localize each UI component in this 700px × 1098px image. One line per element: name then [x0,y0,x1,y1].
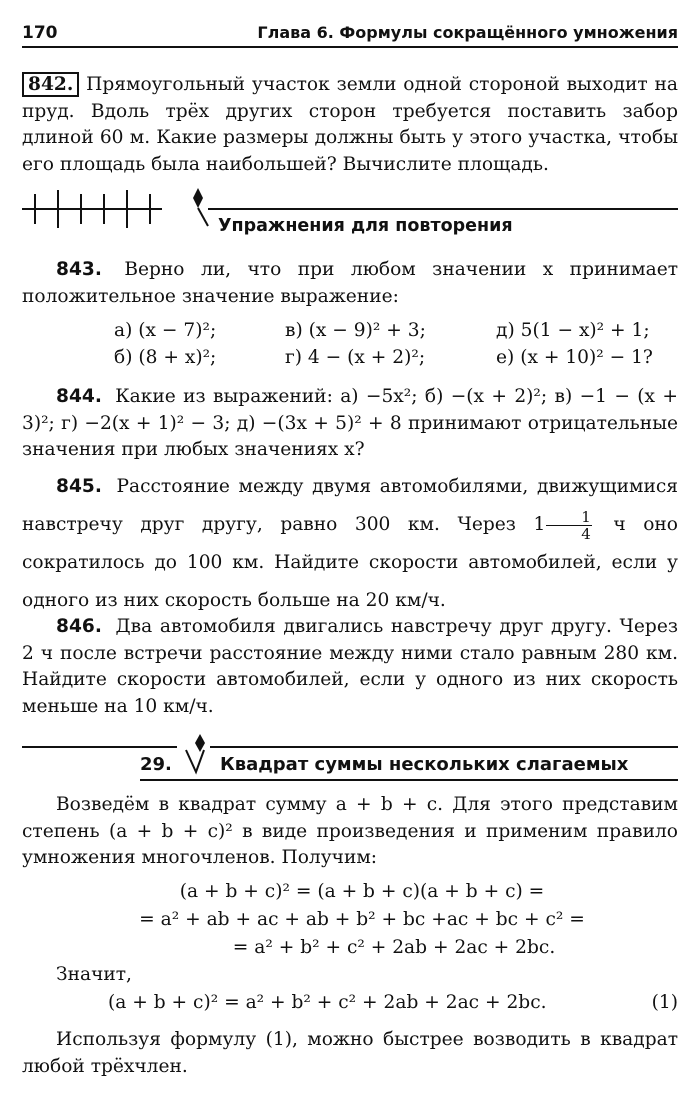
option-a: а) (x − 7)²; [114,320,217,341]
option-d: д) 5(1 − x)² + 1; [496,320,650,341]
exercise-text: Два автомобиля двигались навстречу друг другу. Через 2 ч после встречи расстояние между ними стало равным 280 км. Найдите скорости автомобилей, если у одного из них скорость меньше на 10 км/ч. [22,616,678,717]
divider-tick [149,194,151,224]
theory-conclusion-text: Используя формулу (1), можно быстрее возводить в квадрат любой трёхчлен. [22,1029,678,1077]
divider-tick [126,190,128,228]
chapter-title: Глава 6. Формулы сокращённого умножения [257,23,678,42]
exercise-844 [22,384,678,464]
review-section-title: Упражнения для повторения [218,216,513,236]
page-number: 170 [22,23,58,43]
derivation-line-1: (a + b + c)² = (a + b + c)(a + b + c) = [179,881,545,902]
divider-tick [34,194,36,224]
therefore-label: Значит, [56,964,132,985]
section-rule-right [210,746,678,748]
option-b: б) (8 + x)²; [114,347,217,368]
exercise-845 [22,468,678,620]
derivation-line-3: = a² + b² + c² + 2ab + 2ac + 2bc. [232,937,556,958]
main-formula: (a + b + c)² = a² + b² + c² + 2ab + 2ac + 2bc. [108,992,547,1013]
exercise-text-part1: Расстояние между двумя автомобилями, движущимися навстречу друг другу, равно 300 км. Через [22,476,678,535]
section-rule-left [22,746,177,748]
exercise-number: 843. [56,259,102,280]
theory-conclusion [22,1027,678,1080]
exercise-text: Прямоугольный участок земли одной стороной выходит на пруд. Вдоль трёх других сторон требуется поставить забор длиной 60 м. Какие размеры должны быть у этого участка, чтобы его площадь была наибольшей? Вычислите площадь. [22,74,678,175]
divider-tick [80,194,82,224]
theory-intro-text: Возведём в квадрат сумму a + b + c. Для этого представим степень (a + b + c)² в виде произведения и применим правило умножения многочленов. Получим: [22,794,678,868]
theory-intro [22,792,678,872]
exercise-text-part2: ч оно сократилось до 100 км. Найдите скорости автомобилей, если у одного из них скорость больше на 20 км/ч. [22,514,678,611]
exercise-843 [22,257,678,310]
option-g: г) 4 − (x + 2)²; [285,347,426,368]
option-v: в) (x − 9)² + 3; [285,320,426,341]
exercise-text: Верно ли, что при любом значении x принимает положительное значение выражение: [22,259,678,307]
divider-rule-right [208,208,678,210]
exercise-number: 845. [56,476,102,497]
exercise-846 [22,614,678,720]
exercise-text: Какие из выражений: а) −5x²; б) −(x + 2)²; в) −1 − (x + 3)²; г) −2(x + 1)² − 3; д) −(3x + 5)² + 8 принимают отрицательные значения при любых значениях x? [22,386,678,460]
formula-number: (1) [651,992,678,1013]
exercise-number-boxed: 842. [22,72,79,97]
section-rule-under [140,779,678,781]
option-e: е) (x + 10)² − 1? [496,347,653,368]
section-number: 29. [140,754,172,775]
running-header [22,20,678,48]
mixed-fraction: 1 $\frac{1}{4}$ [533,507,591,543]
exercise-number: 844. [56,386,102,407]
divider-rule-left [22,208,162,210]
section-title: Квадрат суммы нескольких слагаемых [220,754,629,775]
divider-tick [103,194,105,224]
exercise-842 [22,72,678,178]
derivation-line-2: = a² + ab + ac + ab + b² + bc +ac + bc + c² = [139,909,585,930]
diamond-arrow-icon [182,732,214,776]
exercise-number: 846. [56,616,102,637]
divider-tick [57,190,59,228]
